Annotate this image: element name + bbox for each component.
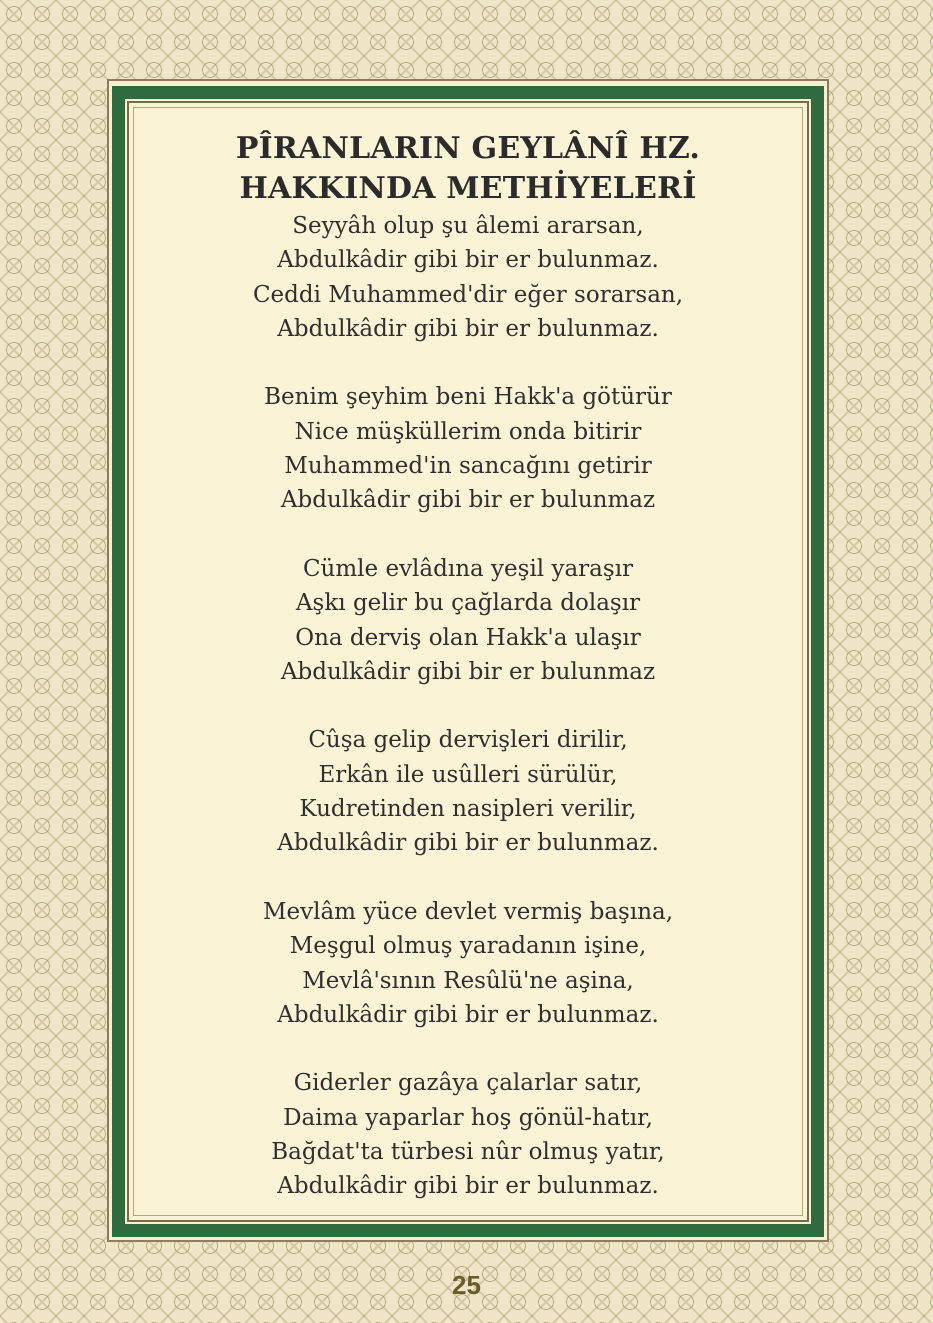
verse-line: Giderler gazâya çalarlar satır, [293,1070,643,1097]
stanza-2 [127,380,809,517]
stanza-1 [127,209,809,346]
verse-line: Nice müşküllerim onda bitirir [294,418,642,445]
verse-line: Erkân ile usûlleri sürülür, [318,761,618,788]
verse-line: Kudretinden nasipleri verilir, [299,796,637,823]
title-line-2: HAKKINDA METHİYELERİ [239,171,697,206]
verse-line: Abdulkâdir gibi bir er bulunmaz. [277,247,659,274]
verse-line: Ceddi Muhammed'dir eğer sorarsan, [252,281,684,308]
stanza-5 [127,895,809,1032]
verse-line: Abdulkâdir gibi bir er bulunmaz. [277,830,659,857]
verse-line: Abdulkâdir gibi bir er bulunmaz [280,487,656,514]
verse-line: Meşgul olmuş yaradanın işine, [289,933,647,960]
verse-line: Seyyâh olup şu âlemi ararsan, [292,213,644,239]
verse-line: Abdulkâdir gibi bir er bulunmaz [280,658,656,685]
verse-line: Daima yaparlar hoş gönül-hatır, [283,1104,653,1131]
poem-content [127,101,809,1204]
verse-line: Muhammed'in sancağını getirir [284,453,652,480]
verse-line: Abdulkâdir gibi bir er bulunmaz. [277,315,659,342]
poem-title [127,129,809,209]
stanza-4 [127,723,809,860]
title-line-1: PÎRANLARIN GEYLÂNÎ HZ. [235,131,701,166]
verse-line: Benim şeyhim beni Hakk'a götürür [264,384,672,411]
verse-line: Cümle evlâdına yeşil yaraşır [302,555,634,582]
stanza-6 [127,1066,809,1203]
verse-line: Bağdat'ta türbesi nûr olmuş yatır, [271,1139,665,1166]
verse-line: Cûşa gelip dervişleri dirilir, [308,727,628,754]
verse-line: Aşkı gelir bu çağlarda dolaşır [295,590,641,617]
verse-line: Ona derviş olan Hakk'a ulaşır [295,624,641,651]
verse-line: Abdulkâdir gibi bir er bulunmaz. [277,1173,659,1200]
verse-line: Mevlâm yüce devlet vermiş başına, [262,898,674,925]
stanza-3 [127,552,809,689]
verse-line: Mevlâ'sının Resûlü'ne aşina, [302,967,634,994]
page-number: 25 [452,1270,481,1300]
verse-line: Abdulkâdir gibi bir er bulunmaz. [277,1001,659,1028]
